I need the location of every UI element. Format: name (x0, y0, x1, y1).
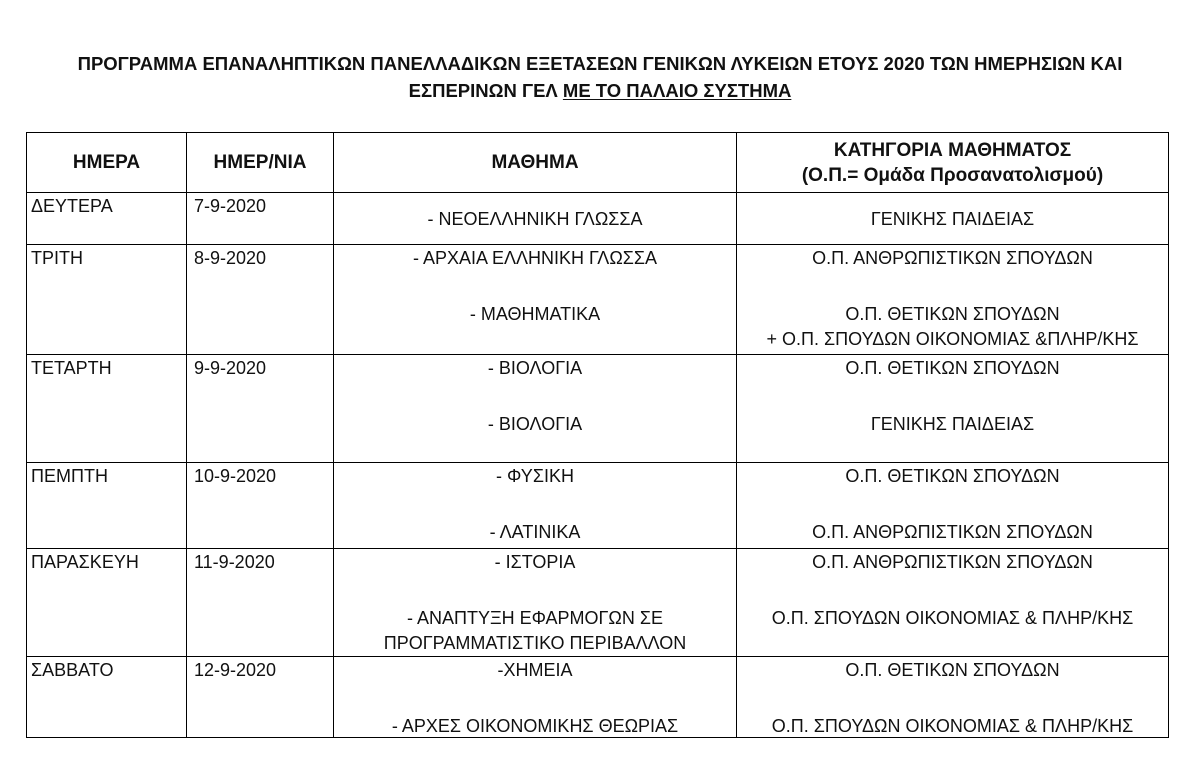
header-category-note: (Ο.Π.= Ομάδα Προσανατολισμού) (801, 164, 1104, 186)
subject-line: - ΛΑΤΙΝΙΚΑ (489, 522, 581, 542)
day-text: ΔΕΥΤΕΡΑ (31, 196, 113, 216)
category-line: + Ο.Π. ΣΠΟΥΔΩΝ ΟΙΚΟΝΟΜΙΑΣ &ΠΛΗΡ/ΚΗΣ (766, 329, 1139, 349)
header-day-label: ΗΜΕΡΑ (72, 152, 141, 173)
category-cell (737, 549, 1168, 656)
date-cell (187, 549, 334, 656)
category-entry (737, 411, 1168, 437)
exam-schedule-table (26, 132, 1169, 738)
category-line: Ο.Π. ΘΕΤΙΚΩΝ ΣΠΟΥΔΩΝ (845, 304, 1060, 324)
subject-line: - ΝΕΟΕΛΛΗΝΙΚΗ ΓΛΩΣΣΑ (427, 209, 643, 229)
table-row (27, 245, 1168, 355)
subject-cell (334, 193, 737, 244)
subject-line: - ΙΣΤΟΡΙΑ (494, 552, 576, 572)
date-cell (187, 355, 334, 462)
document-title (0, 50, 1200, 104)
subject-cell (334, 355, 737, 462)
day-text: ΠΕΜΠΤΗ (31, 466, 108, 486)
day-text: ΣΑΒΒΑΤΟ (31, 660, 114, 680)
category-line: Ο.Π. ΘΕΤΙΚΩΝ ΣΠΟΥΔΩΝ (845, 660, 1060, 680)
subject-line: - ΒΙΟΛΟΓΙΑ (487, 358, 583, 378)
subject-line: -ΧΗΜΕΙΑ (497, 660, 573, 680)
date-cell (187, 463, 334, 548)
header-day (27, 133, 187, 192)
date-text: 8-9-2020 (194, 248, 267, 268)
day-cell (27, 193, 187, 244)
table-header-row (27, 133, 1168, 193)
subject-entry (334, 411, 736, 437)
date-text: 10-9-2020 (194, 466, 277, 486)
category-line: Ο.Π. ΣΠΟΥΔΩΝ ΟΙΚΟΝΟΜΙΑΣ & ΠΛΗΡ/ΚΗΣ (771, 608, 1134, 628)
day-text: ΤΡΙΤΗ (31, 248, 83, 268)
title-line-2-text: ΕΣΠΕΡΙΝΩΝ ΓΕΛ (408, 80, 558, 101)
day-cell (27, 657, 187, 737)
day-cell (27, 355, 187, 462)
subject-line: - ΒΙΟΛΟΓΙΑ (487, 414, 583, 434)
category-entry (737, 549, 1168, 575)
category-line: Ο.Π. ΑΝΘΡΩΠΙΣΤΙΚΩΝ ΣΠΟΥΔΩΝ (812, 522, 1093, 542)
day-cell (27, 463, 187, 548)
table-row (27, 657, 1168, 737)
subject-entry (334, 355, 736, 381)
header-category-label: ΚΑΤΗΓΟΡΙΑ ΜΑΘΗΜΑΤΟΣ (833, 139, 1072, 161)
category-entry (737, 713, 1168, 739)
category-line: Ο.Π. ΣΠΟΥΔΩΝ ΟΙΚΟΝΟΜΙΑΣ & ΠΛΗΡ/ΚΗΣ (771, 716, 1134, 736)
subject-entry (334, 605, 736, 656)
subject-entry (334, 463, 736, 489)
category-entry (737, 463, 1168, 489)
subject-entry (334, 301, 736, 327)
category-entry (737, 301, 1168, 352)
day-text: ΠΑΡΑΣΚΕΥΗ (31, 552, 139, 572)
date-text: 11-9-2020 (194, 552, 275, 572)
subject-line: - ΑΡΧΕΣ ΟΙΚΟΝΟΜΙΚΗΣ ΘΕΩΡΙΑΣ (391, 716, 679, 736)
date-cell (187, 193, 334, 244)
subject-entry (334, 713, 736, 739)
table-row (27, 193, 1168, 245)
day-text: ΤΕΤΑΡΤΗ (31, 358, 112, 378)
subject-entry (334, 549, 736, 575)
table-row (27, 549, 1168, 657)
category-cell (737, 245, 1168, 354)
subject-entry (334, 245, 736, 271)
category-entry (737, 605, 1168, 631)
table-row (27, 355, 1168, 463)
subject-entry (334, 657, 736, 683)
category-cell (737, 193, 1168, 244)
date-cell (187, 657, 334, 737)
title-line-1: ΠΡΟΓΡΑΜΜΑ ΕΠΑΝΑΛΗΠΤΙΚΩΝ ΠΑΝΕΛΛΑΔΙΚΩΝ ΕΞΕΤΑΣΕΩΝ ΓΕΝΙΚΩΝ ΛΥΚΕΙΩΝ ΕΤΟΥΣ 2020 ΤΩΝ ΗΜΕΡΗΣΙΩΝ ΚΑΙ (77, 53, 1123, 74)
category-entry (737, 355, 1168, 381)
category-entry (737, 519, 1168, 545)
category-line: Ο.Π. ΘΕΤΙΚΩΝ ΣΠΟΥΔΩΝ (845, 358, 1060, 378)
category-entry (737, 657, 1168, 683)
subject-cell (334, 549, 737, 656)
date-text: 7-9-2020 (194, 196, 267, 216)
category-line: ΓΕΝΙΚΗΣ ΠΑΙΔΕΙΑΣ (870, 414, 1035, 434)
subject-line: - ΦΥΣΙΚΗ (496, 466, 574, 486)
category-line: Ο.Π. ΑΝΘΡΩΠΙΣΤΙΚΩΝ ΣΠΟΥΔΩΝ (812, 552, 1093, 572)
header-category (737, 133, 1168, 192)
subject-line: - ΜΑΘΗΜΑΤΙΚΑ (469, 304, 601, 324)
day-cell (27, 245, 187, 354)
header-date-label: ΗΜΕΡ/ΝΙΑ (213, 152, 307, 173)
subject-line: ΠΡΟΓΡΑΜΜΑΤΙΣΤΙΚΟ ΠΕΡΙΒΑΛΛΟΝ (383, 633, 687, 653)
subject-entry (334, 519, 736, 545)
header-subject-label: ΜΑΘΗΜΑ (491, 152, 579, 173)
subject-cell (334, 463, 737, 548)
date-text: 12-9-2020 (194, 660, 277, 680)
subject-cell (334, 245, 737, 354)
subject-cell (334, 657, 737, 737)
date-cell (187, 245, 334, 354)
title-underlined-text: ΜΕ ΤΟ ΠΑΛΑΙΟ ΣΥΣΤΗΜΑ (562, 80, 792, 101)
title-line-2 (0, 77, 1200, 104)
table-row (27, 463, 1168, 549)
category-cell (737, 355, 1168, 462)
subject-line: - ΑΡΧΑΙΑ ΕΛΛΗΝΙΚΗ ΓΛΩΣΣΑ (412, 248, 658, 268)
category-line: ΓΕΝΙΚΗΣ ΠΑΙΔΕΙΑΣ (870, 209, 1035, 229)
header-subject (334, 133, 737, 192)
category-line: Ο.Π. ΑΝΘΡΩΠΙΣΤΙΚΩΝ ΣΠΟΥΔΩΝ (812, 248, 1093, 268)
header-date (187, 133, 334, 192)
day-cell (27, 549, 187, 656)
category-cell (737, 657, 1168, 737)
subject-line: - ΑΝΑΠΤΥΞΗ ΕΦΑΡΜΟΓΩΝ ΣΕ (406, 608, 664, 628)
subject-entry (334, 206, 736, 232)
category-line: Ο.Π. ΘΕΤΙΚΩΝ ΣΠΟΥΔΩΝ (845, 466, 1060, 486)
category-cell (737, 463, 1168, 548)
category-entry (737, 245, 1168, 271)
date-text: 9-9-2020 (194, 358, 267, 378)
category-entry (737, 206, 1168, 232)
